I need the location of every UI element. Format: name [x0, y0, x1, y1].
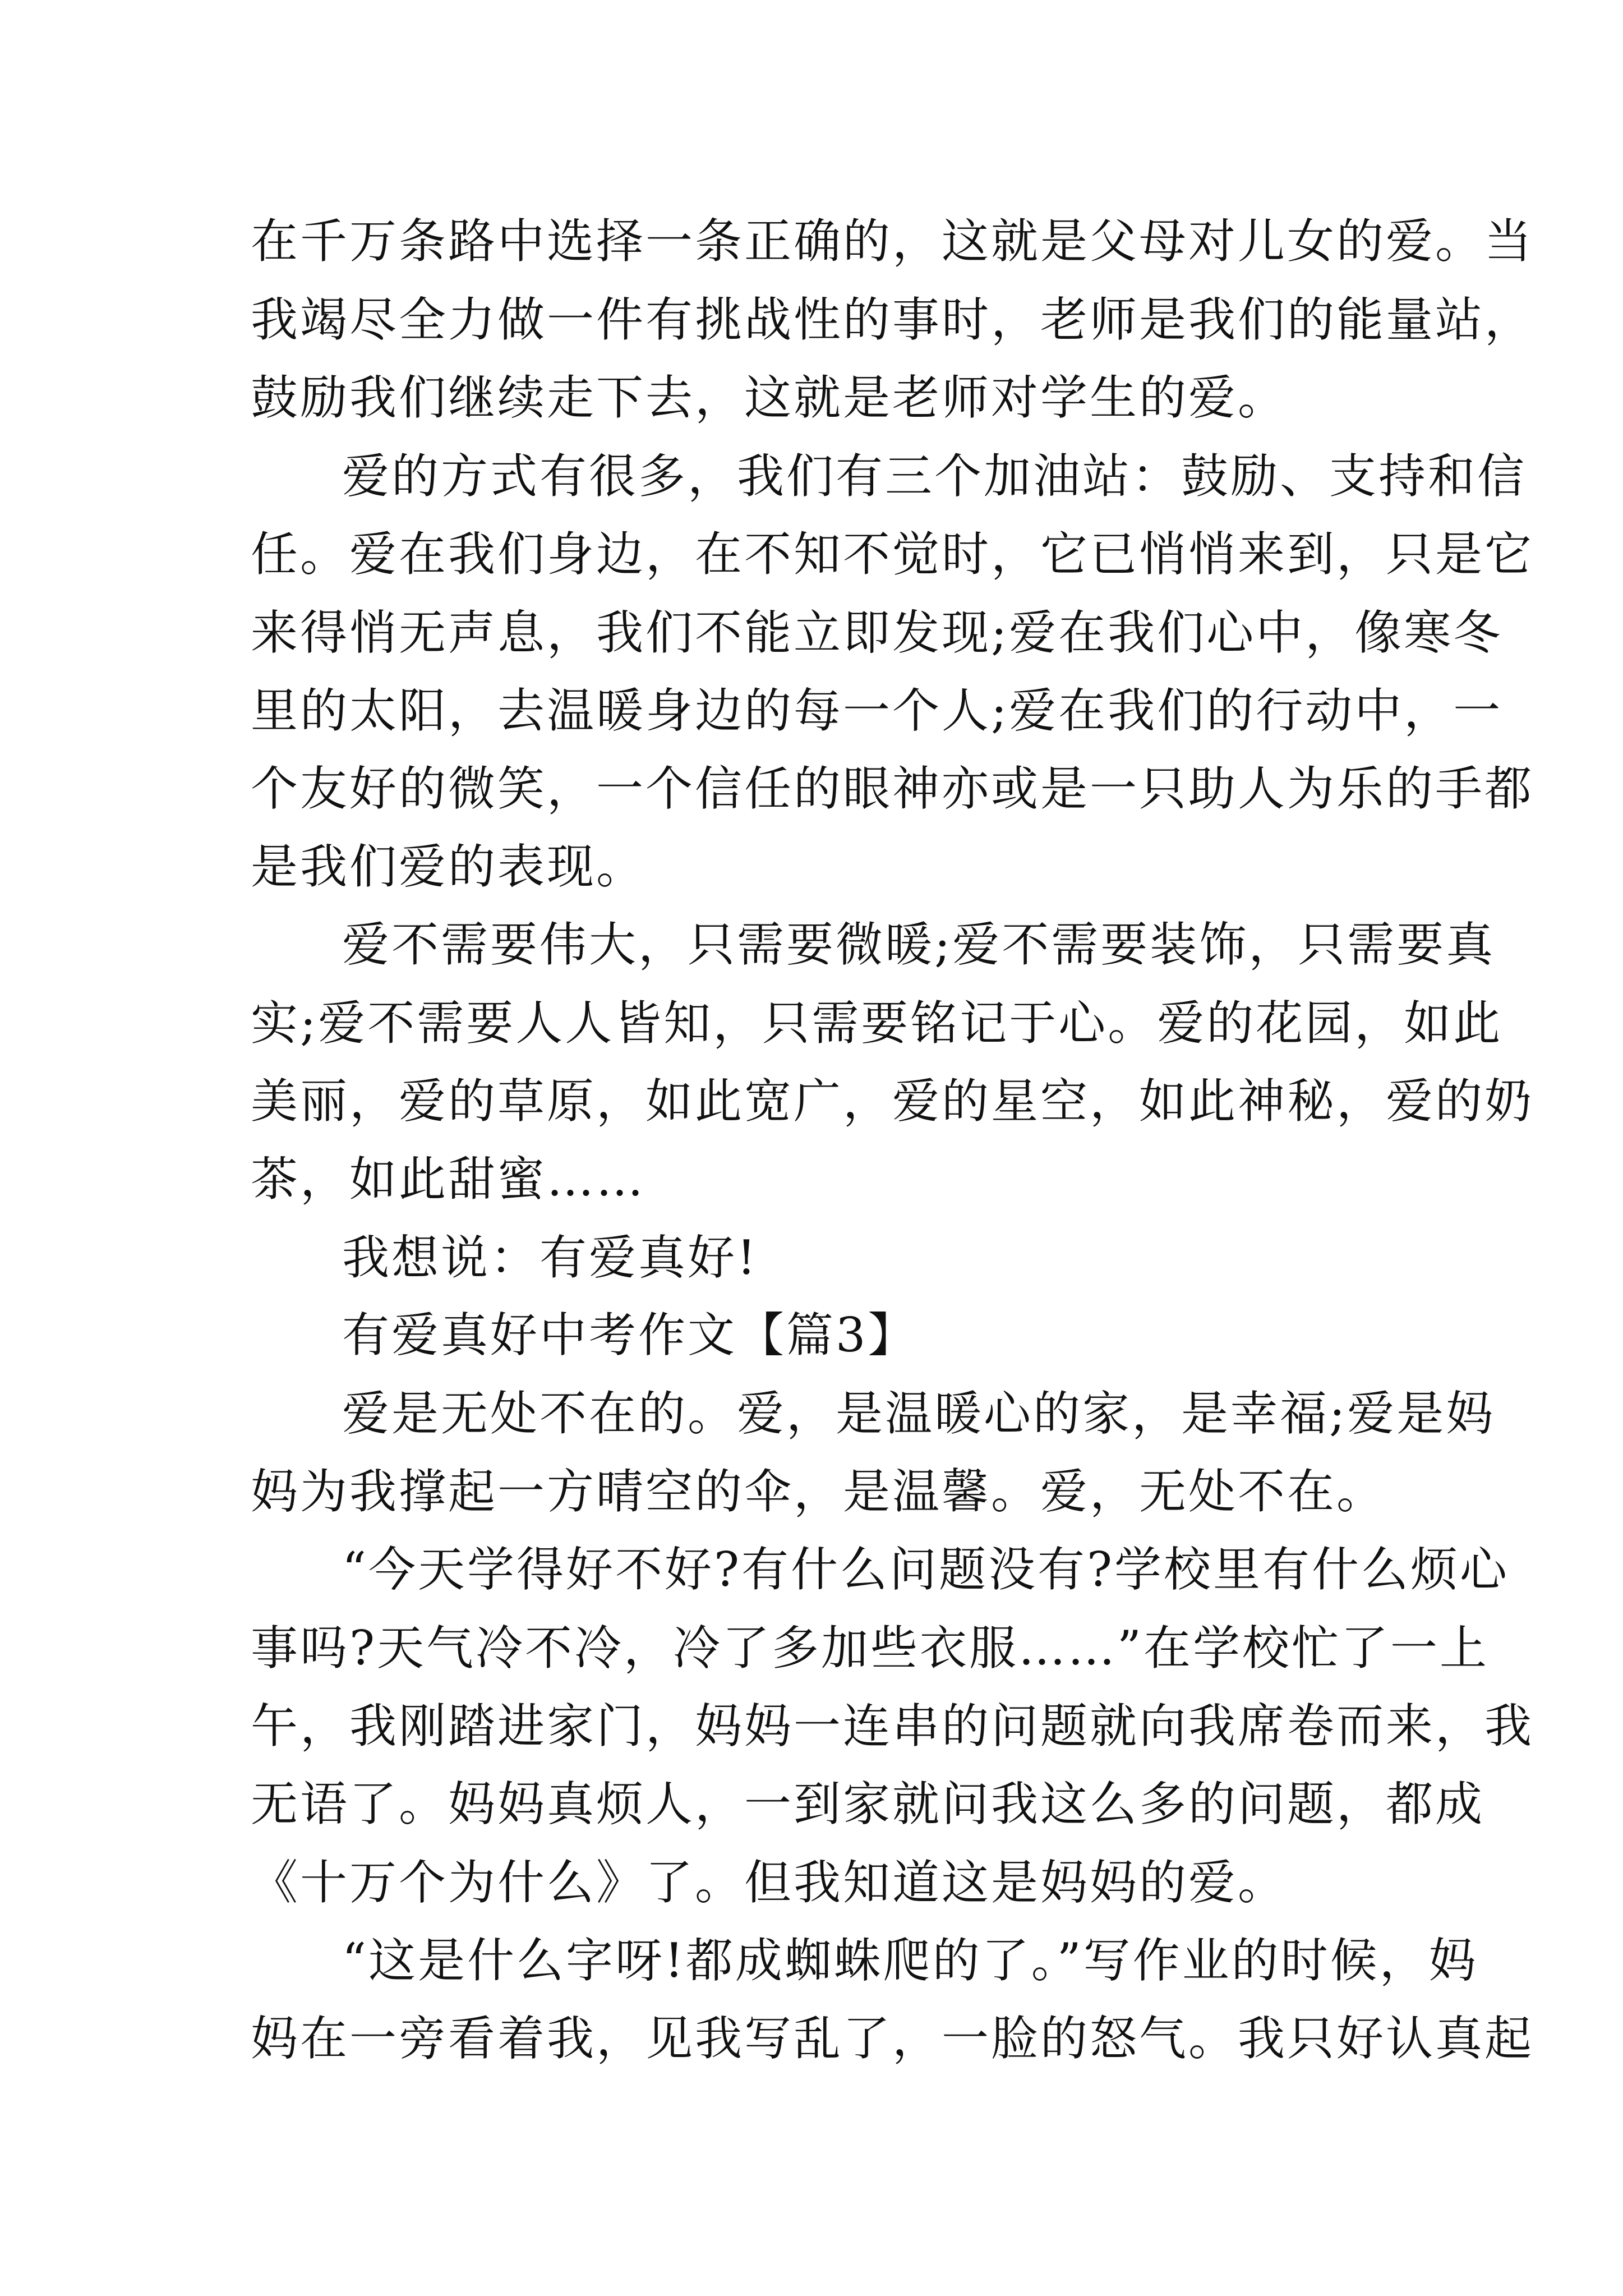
- text-line: 《十万个为什么》了。但我知道这是妈妈的爱。: [251, 1855, 1288, 1910]
- text-line: 我想说：有爱真好!: [342, 1230, 758, 1285]
- text-line: 午，我刚踏进家门，妈妈一连串的问题就向我席卷而来，我: [251, 1699, 1534, 1754]
- text-line: 爱的方式有很多，我们有三个加油站：鼓励、支持和信: [342, 449, 1527, 504]
- text-line: 在千万条路中选择一条正确的，这就是父母对儿女的爱。当: [251, 214, 1534, 269]
- section-heading: 有爱真好中考作文【篇3】: [342, 1308, 917, 1363]
- text-line: 事吗?天气冷不冷，冷了多加些衣服……”在学校忙了一上: [251, 1621, 1489, 1676]
- text-line: “这是什么字呀!都成蜘蛛爬的了。”写作业的时候，妈: [342, 1933, 1478, 1988]
- text-line: 个友好的微笑，一个信任的眼神亦或是一只助人为乐的手都: [251, 761, 1534, 816]
- text-line: 来得悄无声息，我们不能立即发现;爱在我们心中，像寒冬: [251, 605, 1503, 660]
- text-line: “今天学得好不好?有什么问题没有?学校里有什么烦心: [342, 1542, 1510, 1597]
- text-line: 里的太阳，去温暖身边的每一个人;爱在我们的行动中，一: [251, 683, 1503, 738]
- text-line: 任。爱在我们身边，在不知不觉时，它已悄悄来到，只是它: [251, 527, 1534, 582]
- text-line: 爱是无处不在的。爱，是温暖心的家，是幸福;爱是妈: [342, 1386, 1496, 1441]
- text-line: 爱不需要伟大，只需要微暖;爱不需要装饰，只需要真: [342, 917, 1496, 972]
- text-line: 妈在一旁看着我，见我写乱了，一脸的怒气。我只好认真起: [251, 2011, 1534, 2066]
- text-line: 鼓励我们继续走下去，这就是老师对学生的爱。: [251, 370, 1288, 425]
- text-line: 实;爱不需要人人皆知，只需要铭记于心。爱的花园，如此: [251, 996, 1503, 1051]
- text-line: 美丽，爱的草原，如此宽广，爱的星空，如此神秘，爱的奶: [251, 1074, 1534, 1129]
- text-line: 我竭尽全力做一件有挑战性的事时，老师是我们的能量站，: [251, 292, 1534, 347]
- text-line: 茶，如此甜蜜……: [251, 1152, 646, 1207]
- text-line: 无语了。妈妈真烦人，一到家就问我这么多的问题，都成: [251, 1777, 1485, 1832]
- text-line: 是我们爱的表现。: [251, 839, 646, 894]
- text-line: 妈为我撑起一方晴空的伞，是温馨。爱，无处不在。: [251, 1464, 1386, 1519]
